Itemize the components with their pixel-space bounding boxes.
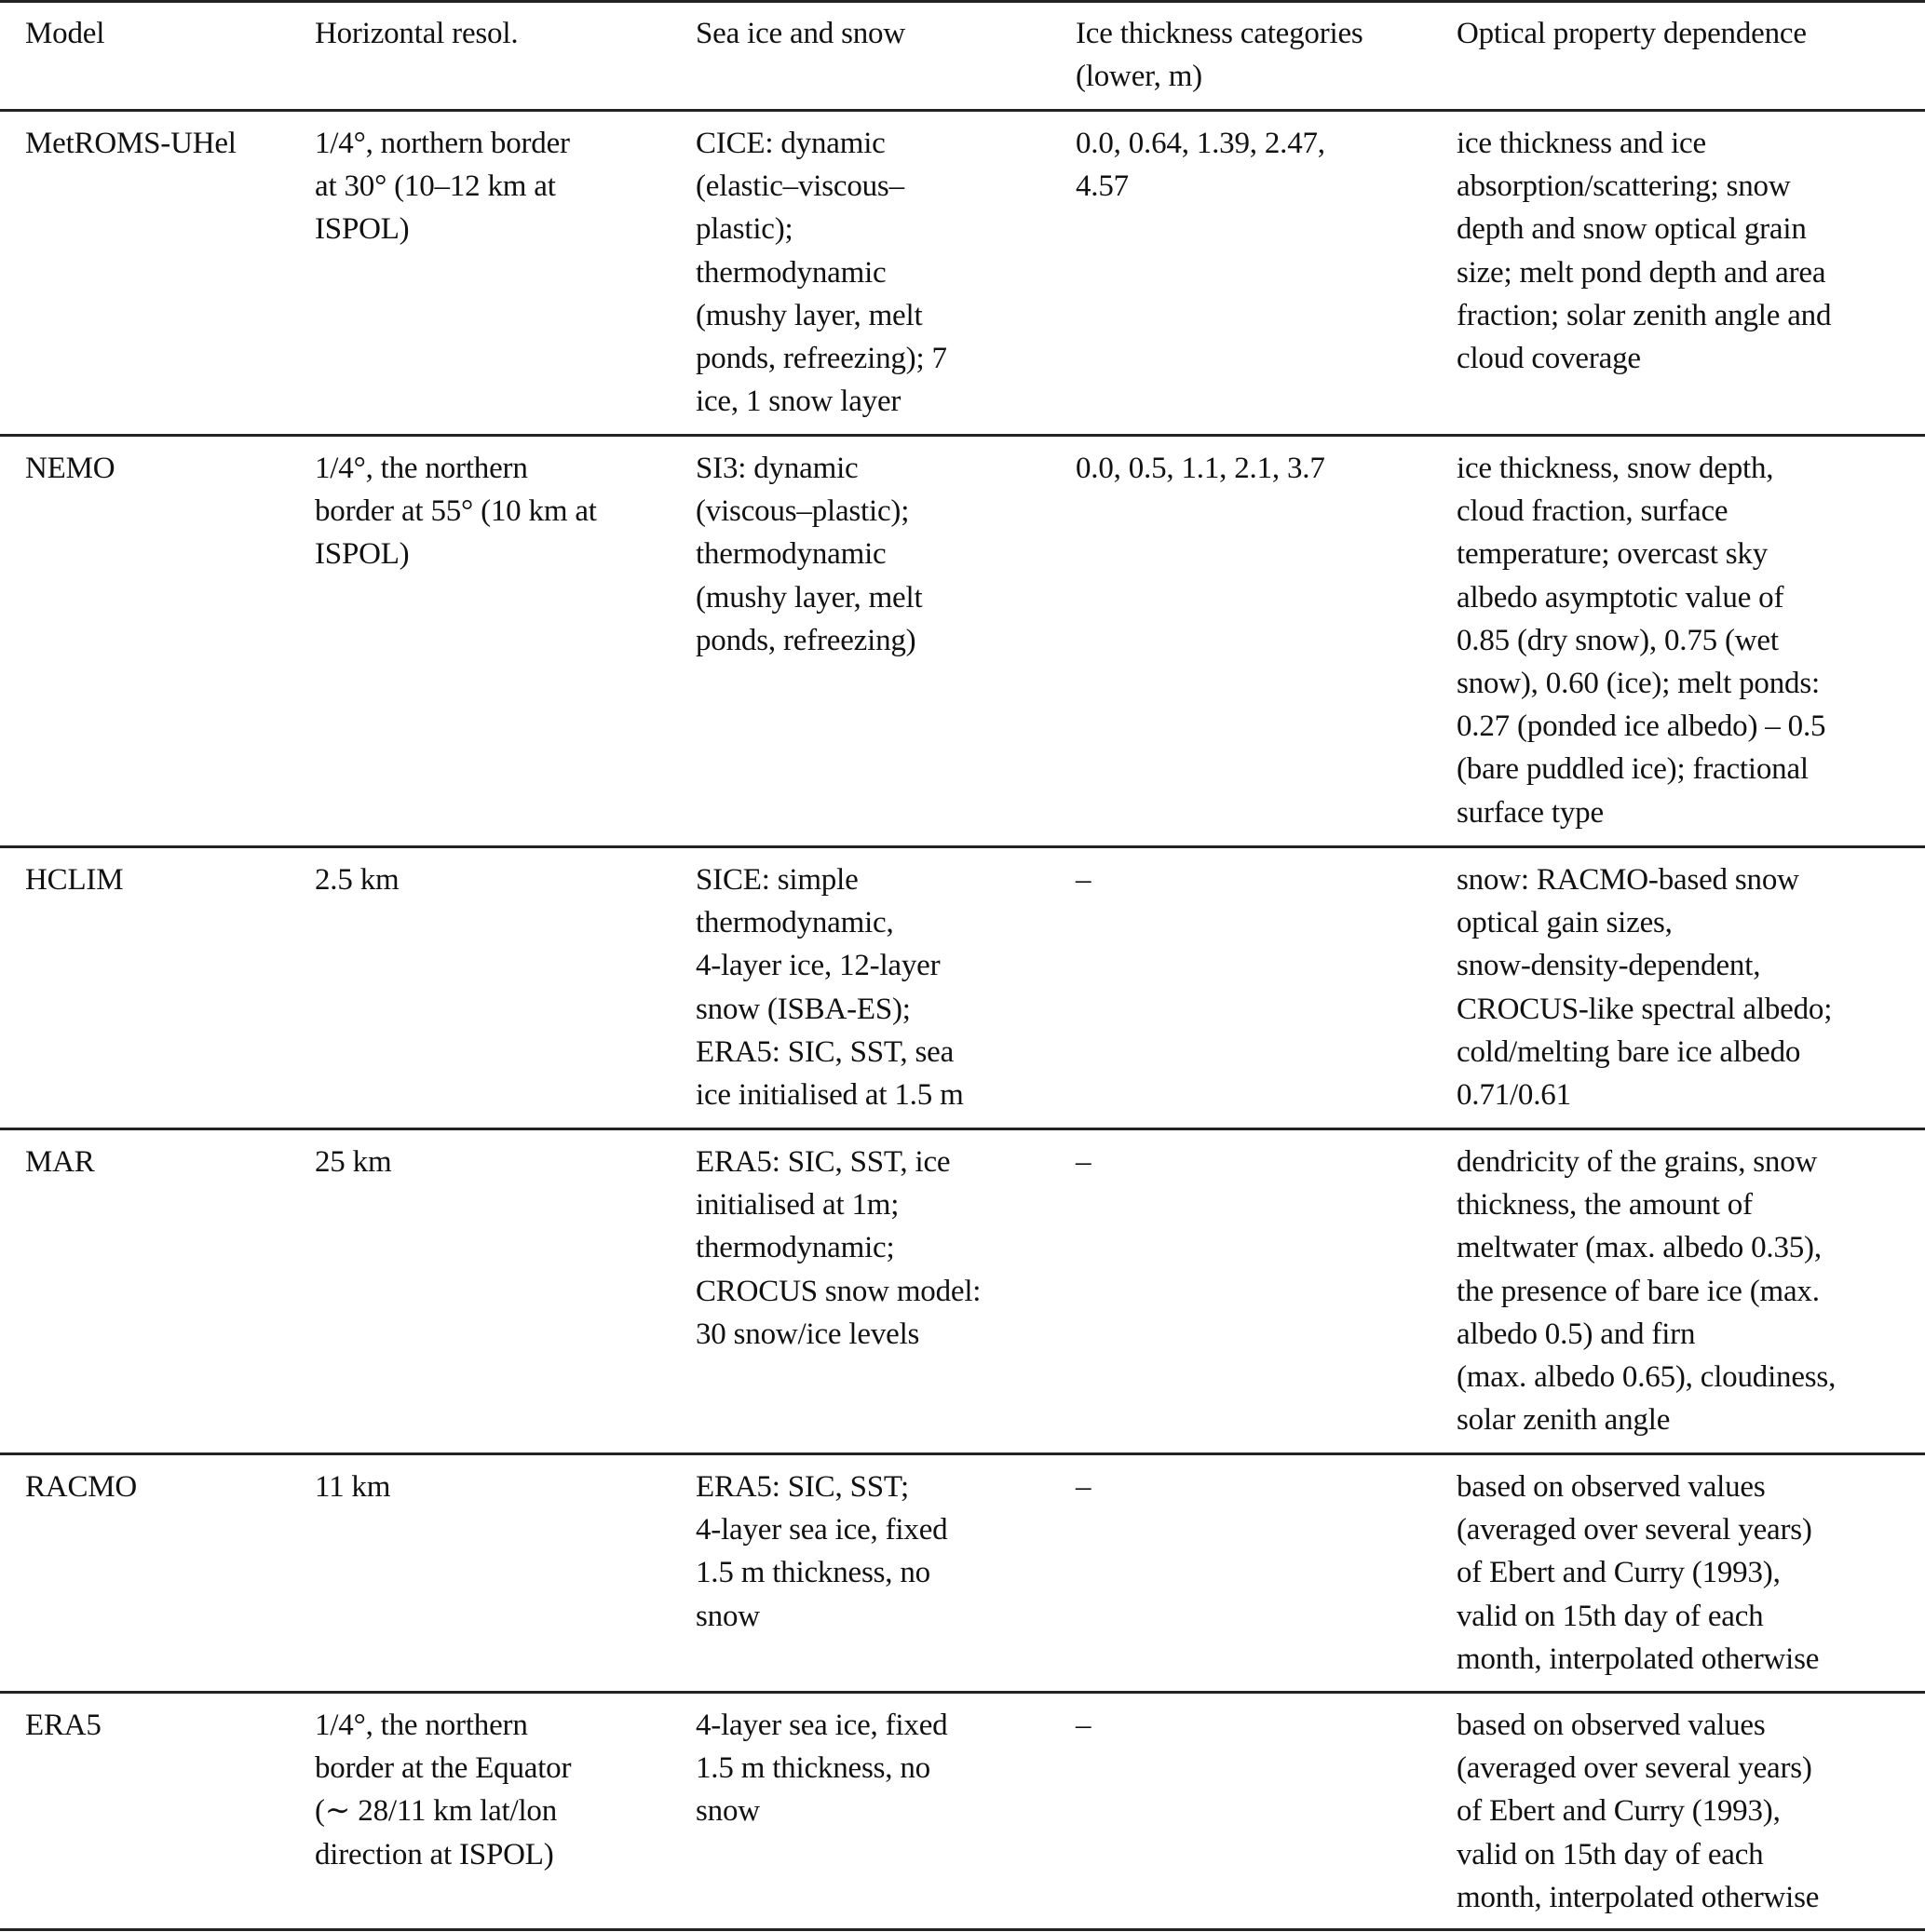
thickness-categories-cell: [1076, 1704, 1439, 1747]
sea-ice-snow-cell: [696, 1466, 1050, 1638]
cell-text-line: thermodynamic: [696, 255, 887, 290]
cell-text-line: the presence of bare ice (max.: [1457, 1274, 1820, 1308]
thickness-categories-cell: [1076, 122, 1439, 208]
model-cell: [25, 447, 305, 490]
cell-text-line: ERA5: [25, 1709, 102, 1742]
cell-text-line: solar zenith angle: [1457, 1403, 1671, 1438]
resolution-cell: [315, 1466, 678, 1508]
top-rule: [0, 0, 1925, 3]
cell-text-line: cloud coverage: [1457, 342, 1641, 376]
header-text: Optical property dependence: [1457, 17, 1807, 50]
cell-text-line: 30 snow/ice levels: [696, 1317, 920, 1351]
cell-text-line: (mushy layer, melt: [696, 580, 923, 615]
sea-ice-snow-cell: [696, 1704, 1050, 1833]
cell-text-line: 4-layer ice, 12-layer: [696, 949, 941, 983]
cell-text-line: ERA5: SIC, SST;: [696, 1470, 909, 1504]
cell-text-line: optical gain sizes,: [1457, 906, 1673, 940]
header-text: Ice thickness categories: [1076, 17, 1363, 50]
cell-text-line: NEMO: [25, 452, 115, 485]
optical-dependence-cell: [1457, 447, 1922, 834]
cell-text-line: (∼ 28/11 km lat/lon: [315, 1794, 558, 1829]
header-text: Model: [25, 17, 105, 50]
cell-text-line: valid on 15th day of each: [1457, 1599, 1764, 1633]
cell-text-line: month, interpolated otherwise: [1457, 1642, 1820, 1676]
cell-text-line: meltwater (max. albedo 0.35),: [1457, 1231, 1822, 1265]
cell-text-line: initialised at 1m;: [696, 1188, 900, 1223]
sea-ice-snow-cell: [696, 1141, 1050, 1356]
header-ice-thickness-categories: [1076, 12, 1439, 98]
cell-text-line: 0.0, 0.5, 1.1, 2.1, 3.7: [1076, 452, 1325, 485]
cell-text-line: 1.5 m thickness, no: [696, 1556, 930, 1590]
cell-text-line: at 30° (10–12 km at: [315, 169, 556, 204]
cell-text-line: 4-layer sea ice, fixed: [696, 1513, 948, 1547]
cell-text-line: 0.85 (dry snow), 0.75 (wet: [1457, 623, 1779, 657]
cell-text-line: absorption/scattering; snow: [1457, 169, 1791, 204]
cell-text-line: dendricity of the grains, snow: [1457, 1145, 1818, 1179]
cell-text-line: –: [1076, 1709, 1091, 1742]
cell-text-line: SI3: dynamic: [696, 452, 859, 485]
header-sea-ice-and-snow: [696, 12, 1050, 55]
thickness-categories-cell: [1076, 1466, 1439, 1508]
cell-text-line: based on observed values: [1457, 1470, 1766, 1504]
sea-ice-snow-cell: [696, 858, 1050, 1116]
cell-text-line: 2.5 km: [315, 863, 400, 897]
cell-text-line: (bare puddled ice); fractional: [1457, 752, 1809, 787]
cell-text-line: thermodynamic;: [696, 1231, 895, 1265]
sea-ice-snow-cell: [696, 122, 1050, 423]
cell-text-line: thickness, the amount of: [1457, 1188, 1753, 1223]
model-cell: [25, 858, 305, 901]
optical-dependence-cell: [1457, 122, 1922, 380]
cell-text-line: 1.5 m thickness, no: [696, 1751, 930, 1786]
header-model: [25, 12, 305, 55]
model-cell: [25, 1704, 305, 1747]
row-separator-rule: [0, 1691, 1925, 1694]
cell-text-line: (max. albedo 0.65), cloudiness,: [1457, 1360, 1837, 1395]
cell-text-line: MAR: [25, 1145, 95, 1179]
cell-text-line: (elastic–viscous–: [696, 169, 904, 204]
cell-text-line: snow: RACMO-based snow: [1457, 863, 1799, 897]
row-separator-rule: [0, 1452, 1925, 1455]
cell-text-line: ice thickness and ice: [1457, 127, 1706, 160]
cell-text-line: snow-density-dependent,: [1457, 949, 1761, 983]
cell-text-line: month, interpolated otherwise: [1457, 1880, 1820, 1914]
cell-text-line: cold/melting bare ice albedo: [1457, 1034, 1801, 1069]
header-text: Horizontal resol.: [315, 17, 519, 50]
cell-text-line: albedo asymptotic value of: [1457, 580, 1784, 615]
header-text: Sea ice and snow: [696, 17, 905, 50]
cell-text-line: –: [1076, 1470, 1091, 1504]
model-cell: [25, 122, 305, 165]
resolution-cell: [315, 122, 678, 251]
cell-text-line: direction at ISPOL): [315, 1837, 554, 1871]
cell-text-line: 0.27 (ponded ice albedo) – 0.5: [1457, 709, 1826, 744]
row-separator-rule: [0, 845, 1925, 848]
cell-text-line: 25 km: [315, 1145, 392, 1179]
cell-text-line: based on observed values: [1457, 1709, 1766, 1742]
bottom-rule: [0, 1928, 1925, 1931]
cell-text-line: thermodynamic: [696, 537, 887, 572]
cell-text-line: 11 km: [315, 1470, 391, 1504]
cell-text-line: 4-layer sea ice, fixed: [696, 1709, 948, 1742]
cell-text-line: 4.57: [1076, 169, 1129, 204]
cell-text-line: ISPOL): [315, 212, 410, 247]
cell-text-line: HCLIM: [25, 863, 124, 897]
cell-text-line: RACMO: [25, 1470, 138, 1504]
header-text: (lower, m): [1076, 60, 1202, 94]
optical-dependence-cell: [1457, 1141, 1922, 1441]
cell-text-line: ERA5: SIC, SST, ice: [696, 1145, 951, 1179]
cell-text-line: ice initialised at 1.5 m: [696, 1078, 964, 1113]
cell-text-line: albedo 0.5) and firn: [1457, 1317, 1696, 1351]
cell-text-line: CICE: dynamic: [696, 127, 886, 160]
header-optical-property-dependence: [1457, 12, 1922, 55]
cell-text-line: border at 55° (10 km at: [315, 494, 597, 529]
optical-dependence-cell: [1457, 858, 1922, 1116]
header-horizontal-resolution: [315, 12, 678, 55]
cell-text-line: SICE: simple: [696, 863, 859, 897]
cell-text-line: (viscous–plastic);: [696, 494, 910, 529]
cell-text-line: 1/4°, northern border: [315, 127, 570, 160]
thickness-categories-cell: [1076, 447, 1439, 490]
row-separator-rule: [0, 434, 1925, 437]
optical-dependence-cell: [1457, 1704, 1922, 1919]
optical-dependence-cell: [1457, 1466, 1922, 1681]
cell-text-line: CROCUS-like spectral albedo;: [1457, 992, 1833, 1026]
cell-text-line: –: [1076, 1145, 1091, 1179]
cell-text-line: thermodynamic,: [696, 906, 894, 940]
thickness-categories-cell: [1076, 1141, 1439, 1183]
header-rule: [0, 109, 1925, 112]
cell-text-line: valid on 15th day of each: [1457, 1837, 1764, 1871]
cell-text-line: –: [1076, 863, 1091, 897]
model-cell: [25, 1466, 305, 1508]
cell-text-line: 0.71/0.61: [1457, 1078, 1571, 1113]
thickness-categories-cell: [1076, 858, 1439, 901]
cell-text-line: depth and snow optical grain: [1457, 212, 1807, 247]
cell-text-line: ice, 1 snow layer: [696, 385, 901, 419]
cell-text-line: 1/4°, the northern: [315, 1709, 528, 1742]
cell-text-line: cloud fraction, surface: [1457, 494, 1728, 529]
cell-text-line: CROCUS snow model:: [696, 1274, 982, 1308]
resolution-cell: [315, 858, 678, 901]
cell-text-line: ponds, refreezing); 7: [696, 342, 947, 376]
cell-text-line: snow: [696, 1794, 760, 1829]
cell-text-line: snow: [696, 1599, 760, 1633]
cell-text-line: size; melt pond depth and area: [1457, 255, 1826, 290]
cell-text-line: ice thickness, snow depth,: [1457, 452, 1774, 485]
cell-text-line: MetROMS-UHel: [25, 127, 237, 160]
cell-text-line: plastic);: [696, 212, 793, 247]
cell-text-line: snow (ISBA-ES);: [696, 992, 911, 1026]
cell-text-line: fraction; solar zenith angle and: [1457, 298, 1832, 332]
cell-text-line: (averaged over several years): [1457, 1751, 1812, 1786]
cell-text-line: of Ebert and Curry (1993),: [1457, 1794, 1781, 1829]
cell-text-line: snow), 0.60 (ice); melt ponds:: [1457, 667, 1820, 701]
resolution-cell: [315, 447, 678, 576]
cell-text-line: surface type: [1457, 795, 1604, 830]
sea-ice-snow-cell: [696, 447, 1050, 662]
cell-text-line: (mushy layer, melt: [696, 298, 923, 332]
row-separator-rule: [0, 1128, 1925, 1130]
cell-text-line: of Ebert and Curry (1993),: [1457, 1556, 1781, 1590]
resolution-cell: [315, 1704, 678, 1876]
cell-text-line: temperature; overcast sky: [1457, 537, 1769, 572]
resolution-cell: [315, 1141, 678, 1183]
cell-text-line: ponds, refreezing): [696, 623, 916, 657]
model-cell: [25, 1141, 305, 1183]
cell-text-line: border at the Equator: [315, 1751, 572, 1786]
cell-text-line: ERA5: SIC, SST, sea: [696, 1034, 955, 1069]
cell-text-line: ISPOL): [315, 537, 410, 572]
cell-text-line: 0.0, 0.64, 1.39, 2.47,: [1076, 127, 1325, 160]
cell-text-line: 1/4°, the northern: [315, 452, 528, 485]
cell-text-line: (averaged over several years): [1457, 1513, 1812, 1547]
